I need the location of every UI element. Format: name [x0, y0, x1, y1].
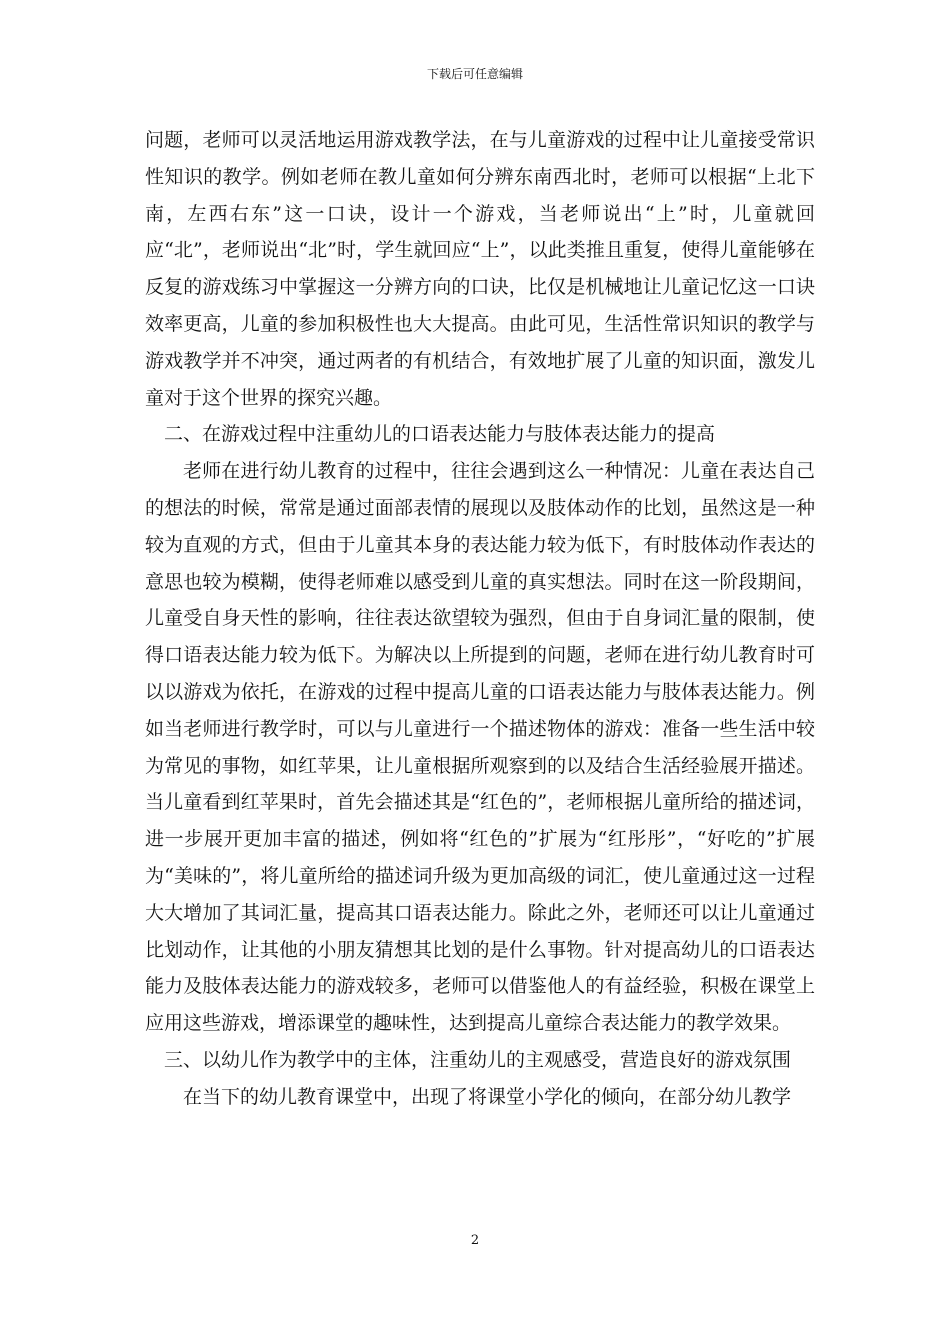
paragraph-section-2: 老师在进行幼儿教育的过程中，往往会遇到这么一种情况：儿童在表达自己的想法的时候，常常是通过面部表情的展现以及肢体动作的比划，虽然这是一种较为直观的方式，但由于儿童其本身的表达能力较为低下，有时肢体动作表达的意思也较为模糊，使得老师难以感受到儿童的真实想法。同时在这一阶段期间，儿童受自身天性的影响，往往表达欲望较为强烈，但由于自身词汇量的限制，使得口语表达能力较为低下。为解决以上所提到的问题，老师在进行幼儿教育时可以以游戏为依托，在游戏的过程中提高儿童的口语表达能力与肢体表达能力。例如当老师进行教学时，可以与儿童进行一个描述物体的游戏：准备一些生活中较为常见的事物，如红苹果，让儿童根据所观察到的以及结合生活经验展开描述。当儿童看到红苹果时，首先会描述其是“红色的”，老师根据儿童所给的描述词，进一步展开更加丰富的描述，例如将“红色的”扩展为“红彤彤”，“好吃的”扩展为“美味的”，将儿童所给的描述词升级为更加高级的词汇，使儿童通过这一过程大大增加了其词汇量，提高其口语表达能力。除此之外，老师还可以让儿童通过比划动作，让其他的小朋友猜想其比划的是什么事物。针对提高幼儿的口语表达能力及肢体表达能力的游戏较多，老师可以借鉴他人的有益经验，积极在课堂上应用这些游戏，增添课堂的趣味性，达到提高儿童综合表达能力的教学效果。	[145, 460, 815, 1035]
section-heading-3: 三、以幼儿作为教学中的主体，注重幼儿的主观感受，营造良好的游戏氛围	[164, 1048, 792, 1071]
paragraph-continuation: 问题，老师可以灵活地运用游戏教学法，在与儿童游戏的过程中让儿童接受常识性知识的教学。例如老师在教儿童如何分辨东南西北时，老师可以根据“上北下南，左西右东”这一口诀，设计一个游戏，当老师说出“上”时，儿童就回应“北”，老师说出“北”时，学生就回应“上”，以此类推且重复，使得儿童能够在反复的游戏练习中掌握这一分辨方向的口诀，比仅是机械地让儿童记忆这一口诀效率更高，儿童的参加积极性也大大提高。由此可见，生活性常识知识的教学与游戏教学并不冲突，通过两者的有机结合，有效地扩展了儿童的知识面，激发儿童对于这个世界的探究兴趣。	[145, 129, 815, 409]
page-number: 2	[470, 1233, 480, 1248]
document-body	[145, 122, 815, 1116]
section-heading-2: 二、在游戏过程中注重幼儿的口语表达能力与肢体表达能力的提高	[164, 423, 716, 446]
page-header: 下载后可任意编辑	[426, 67, 523, 81]
paragraph-section-3: 在当下的幼儿教育课堂中，出现了将课堂小学化的倾向，在部分幼儿教学	[183, 1085, 792, 1108]
